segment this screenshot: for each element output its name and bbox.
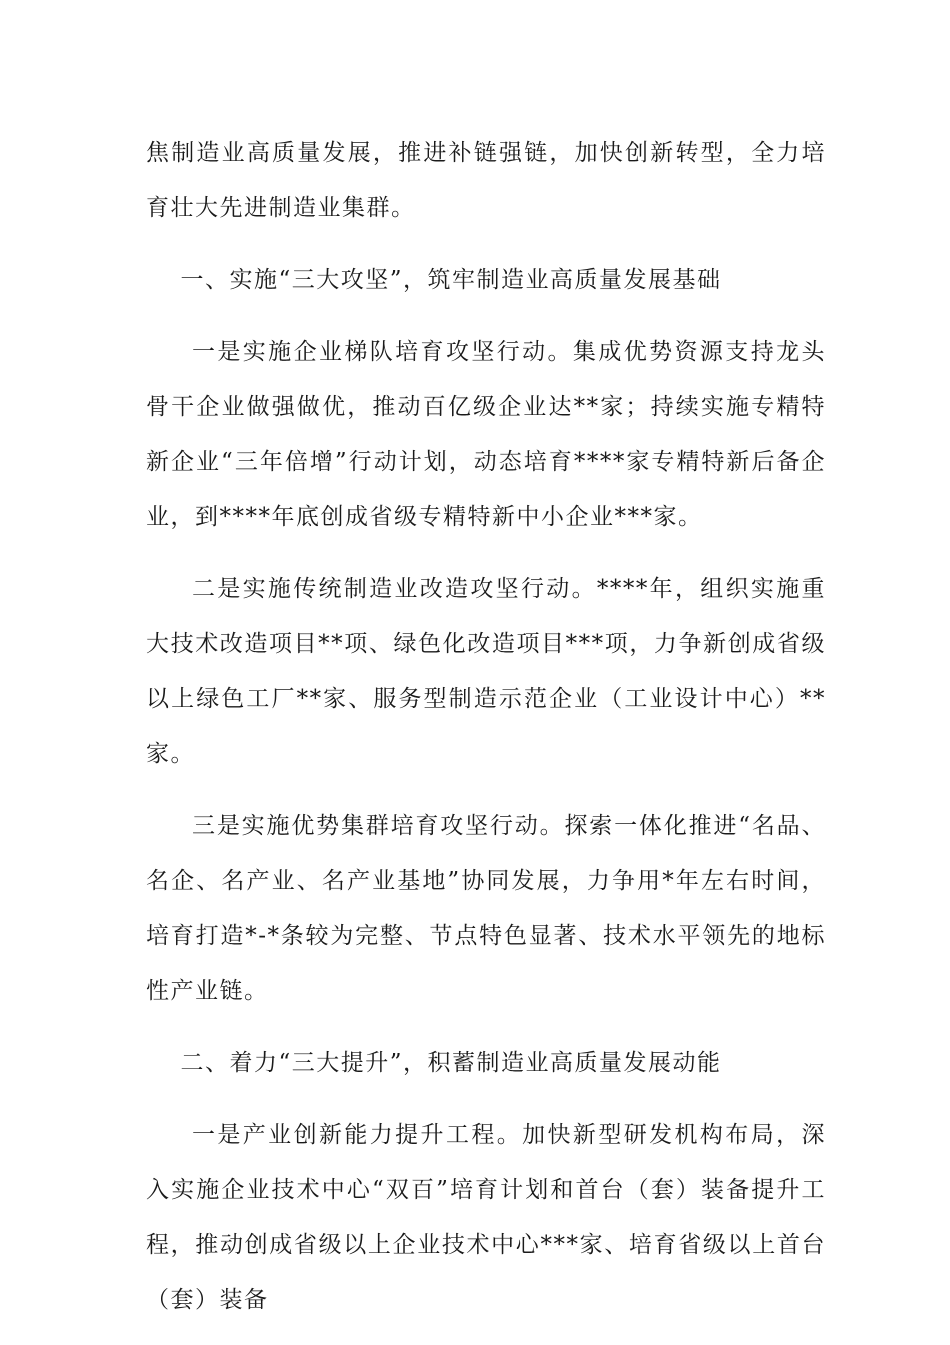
paragraph-intro-continued: 焦制造业高质量发展，推进补链强链，加快创新转型，全力培育壮大先进制造业集群。 (146, 140, 826, 221)
paragraph-traditional-upgrade: 二是实施传统制造业改造攻坚行动。****年，组织实施重大技术改造项目**项、绿色化改造项目***项，力争新创成省级以上绿色工厂**家、服务型制造示范企业（工业设计中心）**家。 (146, 576, 826, 767)
section-heading-two: 二、着力“三大提升”，积蓄制造业高质量发展动能 (180, 1050, 722, 1076)
section-heading-one: 一、实施“三大攻坚”，筑牢制造业高质量发展基础 (180, 267, 722, 293)
paragraph-enterprise-tiers: 一是实施企业梯队培育攻坚行动。集成优势资源支持龙头骨干企业做强做优，推动百亿级企业达**家；持续实施专精特新企业“三年倍增”行动计划，动态培育****家专精特新后备企业，到****年底创成省级专精特新中小企业***家。 (146, 339, 826, 530)
paragraph-cluster-cultivation: 三是实施优势集群培育攻坚行动。探索一体化推进“名品、名企、名产业、名产业基地”协同发展，力争用*年左右时间，培育打造*-*条较为完整、节点特色显著、技术水平领先的地标性产业链。 (146, 813, 826, 1004)
paragraph-innovation-capacity: 一是产业创新能力提升工程。加快新型研发机构布局，深入实施企业技术中心“双百”培育计划和首台（套）装备提升工程，推动创成省级以上企业技术中心***家、培育省级以上首台（套）装备 (146, 1122, 826, 1313)
document-body (146, 126, 826, 1345)
